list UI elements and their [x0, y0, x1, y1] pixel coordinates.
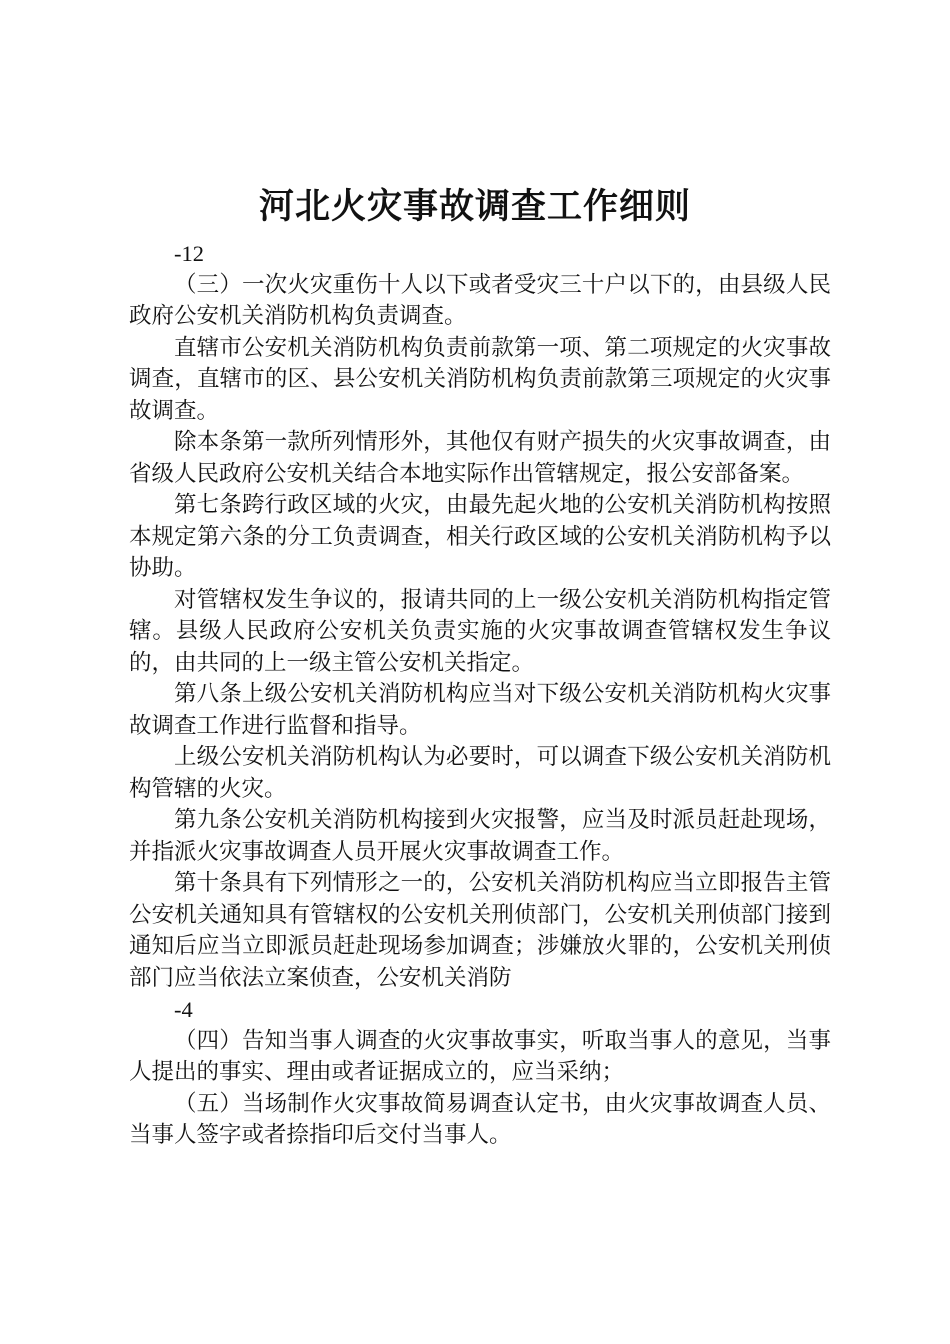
page-marker: -4: [174, 997, 193, 1022]
paragraph: （五）当场制作火灾事故简易调查认定书，由火灾事故调查人员、当事人签字或者捺指印后交付当事人。: [129, 1090, 831, 1148]
paragraph: 第八条上级公安机关消防机构应当对下级公安机关消防机构火灾事故调查工作进行监督和指导。: [129, 681, 831, 739]
paragraph: 对管辖权发生争议的，报请共同的上一级公安机关消防机构指定管辖。县级人民政府公安机关负责实施的火灾事故调查管辖权发生争议的，由共同的上一级主管公安机关指定。: [129, 586, 831, 676]
paragraph: 第九条公安机关消防机构接到火灾报警，应当及时派员赶赴现场，并指派火灾事故调查人员开展火灾事故调查工作。: [129, 807, 831, 865]
paragraph: （四）告知当事人调查的火灾事故事实，听取当事人的意见，当事人提出的事实、理由或者证据成立的，应当采纳；: [129, 1027, 831, 1085]
paragraph: 直辖市公安机关消防机构负责前款第一项、第二项规定的火灾事故调查，直辖市的区、县公安机关消防机构负责前款第三项规定的火灾事故调查。: [129, 334, 831, 424]
paragraph: 除本条第一款所列情形外，其他仅有财产损失的火灾事故调查，由省级人民政府公安机关结合本地实际作出管辖规定，报公安部备案。: [129, 429, 831, 487]
paragraph: 上级公安机关消防机构认为必要时，可以调查下级公安机关消防机构管辖的火灾。: [129, 744, 831, 802]
paragraph: 第十条具有下列情形之一的，公安机关消防机构应当立即报告主管公安机关通知具有管辖权的公安机关刑侦部门，公安机关刑侦部门接到通知后应当立即派员赶赴现场参加调查；涉嫌放火罪的，公安机关刑侦部门应当依法立案侦查，公安机关消防: [129, 870, 831, 991]
paragraph: 第七条跨行政区域的火灾，由最先起火地的公安机关消防机构按照本规定第六条的分工负责调查，相关行政区域的公安机关消防机构予以协助。: [129, 492, 831, 581]
document-body: [129, 238, 831, 1152]
page-marker: -12: [174, 241, 204, 266]
document-title: 河北火灾事故调查工作细则: [258, 186, 691, 227]
paragraph: （三）一次火灾重伤十人以下或者受灾三十户以下的，由县级人民政府公安机关消防机构负责调查。: [129, 271, 831, 329]
